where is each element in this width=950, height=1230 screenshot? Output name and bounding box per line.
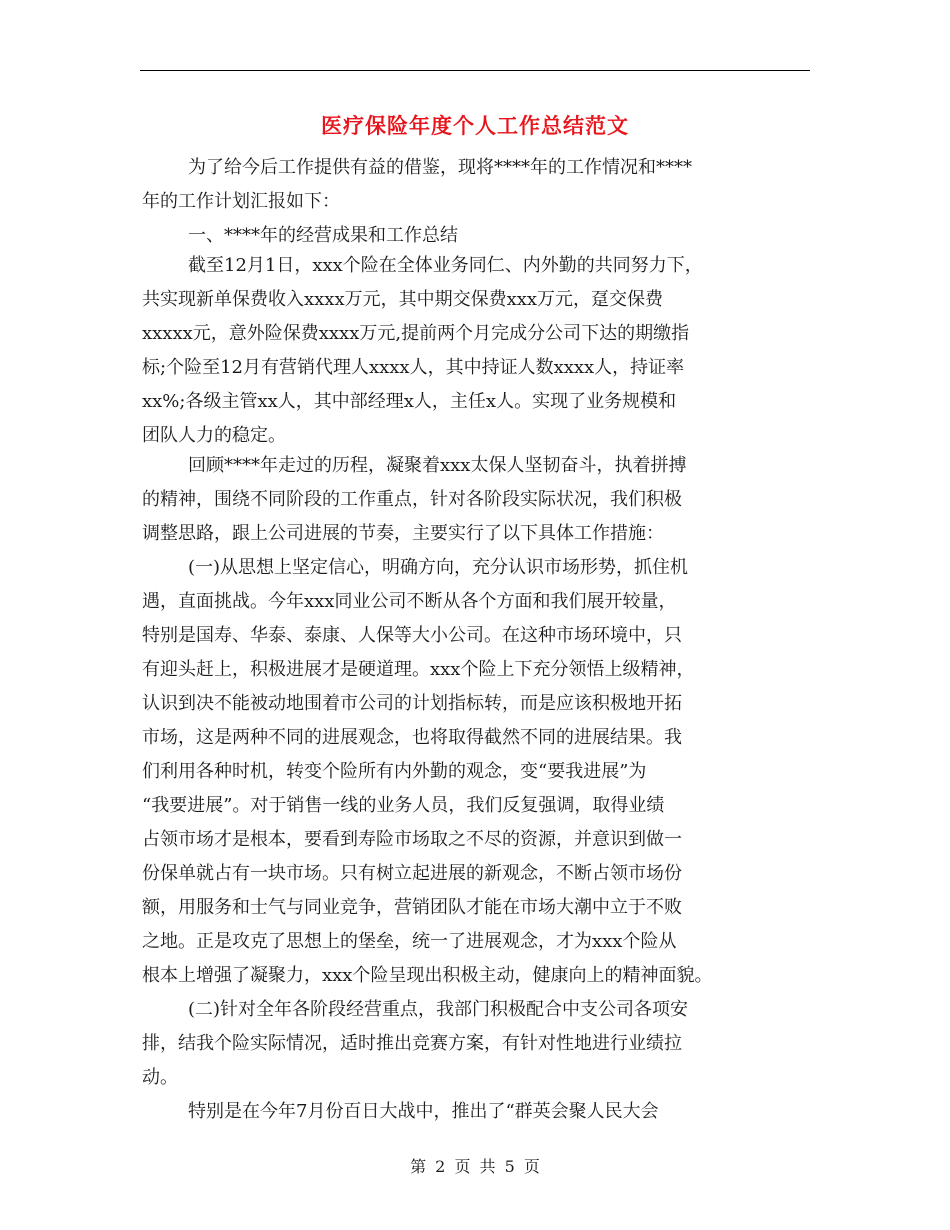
body-line: 根本上增强了凝聚力，xxx个险呈现出积极主动，健康向上的精神面貌。	[142, 965, 713, 986]
body-line: 份保单就占有一块市场。只有树立起进展的新观念，不断占领市场份	[142, 863, 682, 884]
body-line: (一)从思想上坚定信心，明确方向，充分认识市场形势，抓住机	[188, 557, 689, 578]
body-line: 占领市场才是根本，要看到寿险市场取之不尽的资源，并意识到做一	[142, 829, 682, 850]
body-line: 的精神，围绕不同阶段的工作重点，针对各阶段实际状况，我们积极	[142, 489, 682, 510]
body-line: (二)针对全年各阶段经营重点，我部门积极配合中支公司各项安	[188, 999, 689, 1020]
body-line: 们利用各种时机，转变个险所有内外勤的观念，变“要我进展”为	[142, 761, 647, 782]
body-line: xxxxx元，意外险保费xxxx万元,提前两个月完成分公司下达的期缴指	[142, 323, 690, 344]
body-line: 市场，这是两种不同的进展观念，也将取得截然不同的进展结果。我	[142, 727, 682, 748]
body-line: 团队人力的稳定。	[142, 425, 286, 446]
header-rule	[140, 70, 810, 71]
body-line: 年的工作计划汇报如下：	[142, 191, 340, 212]
body-line: 有迎头赶上，积极进展才是硬道理。xxx个险上下充分领悟上级精神，	[142, 659, 695, 680]
body-line: 为了给今后工作提供有益的借鉴，现将****年的工作情况和****	[188, 157, 692, 178]
page-number: 第 2 页 共 5 页	[410, 1157, 540, 1176]
document-title: 医疗保险年度个人工作总结范文	[321, 114, 629, 138]
body-line: 认识到决不能被动地围着市公司的计划指标转，而是应该积极地开拓	[142, 693, 682, 714]
body-line: xx%;各级主管xx人，其中部经理x人，主任x人。实现了业务规模和	[142, 391, 677, 412]
body-line: 调整思路，跟上公司进展的节奏，主要实行了以下具体工作措施：	[142, 523, 664, 544]
body-line: 共实现新单保费收入xxxx万元，其中期交保费xxx万元，趸交保费	[142, 289, 664, 310]
body-line: 遇，直面挑战。今年xxx同业公司不断从各个方面和我们展开较量，	[142, 591, 677, 612]
section-heading: 一、****年的经营成果和工作总结	[188, 225, 458, 246]
body-line: 之地。正是攻克了思想上的堡垒，统一了进展观念，才为xxx个险从	[142, 931, 677, 952]
body-line: 动。	[142, 1067, 178, 1088]
body-line: 排，结我个险实际情况，适时推出竞赛方案，有针对性地进行业绩拉	[142, 1033, 682, 1054]
body-line: 截至12月1日，xxx个险在全体业务同仁、内外勤的共同努力下，	[188, 255, 703, 276]
body-line: 特别是在今年7月份百日大战中，推出了“群英会聚人民大会	[188, 1101, 659, 1122]
body-line: 回顾****年走过的历程，凝聚着xxx太保人坚韧奋斗，执着拼搏	[188, 455, 687, 476]
body-line: 额，用服务和士气与同业竞争，营销团队才能在市场大潮中立于不败	[142, 897, 682, 918]
body-line: 标;个险至12月有营销代理人xxxx人，其中持证人数xxxx人，持证率	[142, 357, 685, 378]
body-line: “我要进展”。对于销售一线的业务人员，我们反复强调，取得业绩	[142, 795, 665, 816]
body-line: 特别是国寿、华泰、泰康、人保等大小公司。在这种市场环境中，只	[142, 625, 682, 646]
